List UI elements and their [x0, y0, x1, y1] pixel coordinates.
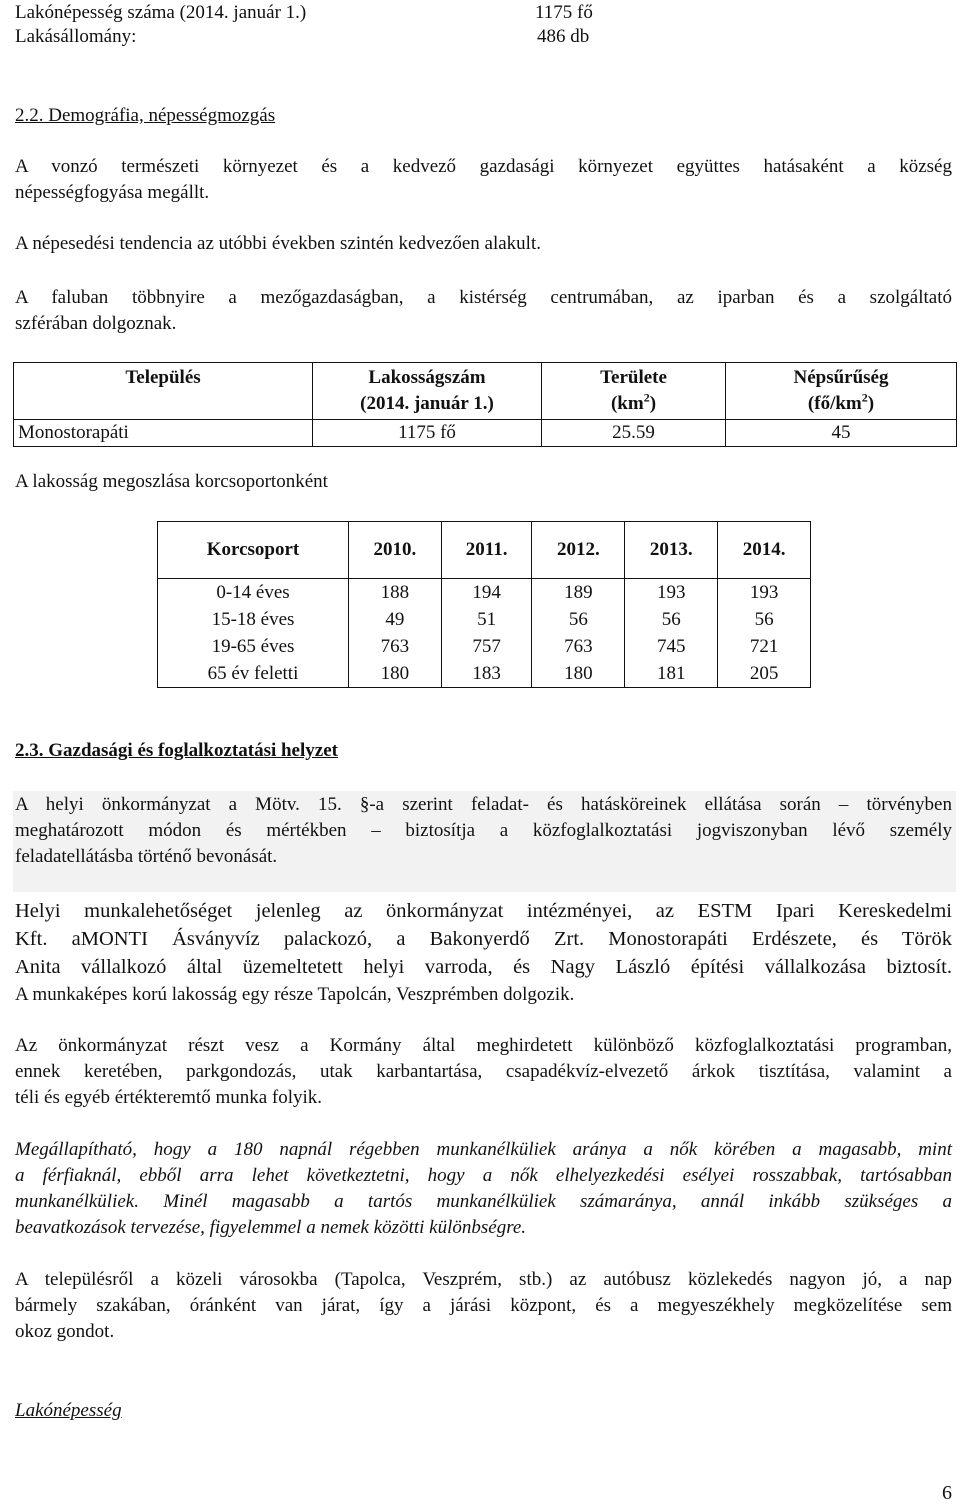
table-cell: 763 [532, 633, 625, 660]
population-label: Lakónépesség száma (2014. január 1.) [15, 2, 307, 23]
text-line: feladatellátásba történő bevonását. [15, 846, 278, 867]
table-cell: 193 [625, 579, 718, 607]
demography-paragraph-3 [15, 285, 952, 337]
table-row [158, 633, 811, 660]
header-cell: 2014. [718, 522, 811, 579]
text-line: Megállapítható, hogy a 180 napnál régebben munkanélküliek aránya a nők körében a magasabb, mint [15, 1139, 952, 1160]
header-cell: Népsűrűség $(fő/km^2)$ [726, 363, 957, 420]
housing-row [15, 24, 615, 50]
text-line: okoz gondot. [15, 1321, 115, 1342]
header-cell: Korcsoport [158, 522, 349, 579]
table-cell: 15-18 éves [158, 606, 349, 633]
text-line: Anita vállalkozó által üzemeltetett helyi varroda, és Nagy László építési vállalkozása biztosít. [15, 956, 952, 978]
economy-paragraph-3 [15, 1033, 952, 1111]
text-line: bármely szakában, óránként van járat, így a járási központ, és a megyeszékhely megközelítése sem [15, 1295, 952, 1316]
population-value: 1175 fő [535, 2, 593, 23]
table-cell: 180 [349, 660, 442, 688]
table-cell: 45 [726, 420, 957, 447]
table-cell: 757 [441, 633, 532, 660]
table-row [158, 606, 811, 633]
table-cell: 56 [718, 606, 811, 633]
table-row [14, 420, 957, 447]
table-cell: 745 [625, 633, 718, 660]
table-cell: 181 [625, 660, 718, 688]
table-cell: 56 [625, 606, 718, 633]
header-cell: Lakosságszám (2014. január 1.) [313, 363, 542, 420]
table-cell: 189 [532, 579, 625, 607]
table-cell: 721 [718, 633, 811, 660]
header-cell: 2010. [349, 522, 442, 579]
text-line: Az önkormányzat részt vesz a Kormány által meghirdetett különböző közfoglalkoztatási programban, [15, 1035, 952, 1056]
text-line: A helyi önkormányzat a Mötv. 15. §-a szerint feladat- és hatásköreinek ellátása során – törvényben [15, 794, 952, 815]
text-line: téli és egyéb értékteremtő munka folyik. [15, 1087, 323, 1108]
text-line: a férfiaknál, ebből arra lehet következtetni, hogy a nők elhelyezkedési esélyei rosszabbak, tartósabban [15, 1165, 952, 1186]
text-line: A faluban többnyire a mezőgazdaságban, a kistérség centrumában, az iparban és a szolgáltató [15, 287, 952, 308]
text-line: A településről a közeli városokba (Tapolca, Veszprém, stb.) az autóbusz közlekedés nagyon jó, a nap [15, 1269, 952, 1290]
text-line: A munkaképes korú lakosság egy része Tapolcán, Veszprémben dolgozik. [15, 984, 575, 1005]
table-cell: 19-65 éves [158, 633, 349, 660]
table-row [158, 660, 811, 688]
table-cell: 188 [349, 579, 442, 607]
next-section-heading: Lakónépesség [15, 1400, 122, 1421]
text-line: A népesedési tendencia az utóbbi években szintén kedvezően alakult. [15, 233, 541, 254]
text-line: szférában dolgoznak. [15, 313, 177, 334]
table-cell: 1175 fő [313, 420, 542, 447]
table-cell: 183 [441, 660, 532, 688]
table-cell: 180 [532, 660, 625, 688]
table-header-row [14, 363, 957, 420]
table-cell: 49 [349, 606, 442, 633]
economy-paragraph-5 [15, 1267, 952, 1345]
text-line: beavatkozások tervezése, figyelemmel a nemek közötti különbségre. [15, 1217, 527, 1238]
table-cell: 65 év feletti [158, 660, 349, 688]
table-cell: 56 [532, 606, 625, 633]
table-cell: 194 [441, 579, 532, 607]
housing-label: Lakásállomány: [15, 26, 137, 47]
text-line: A vonzó természeti környezet és a kedvező gazdasági környezet együttes hatásaként a község [15, 156, 952, 177]
header-cell: 2011. [441, 522, 532, 579]
page-number: 6 [942, 1482, 952, 1504]
table-row [158, 579, 811, 607]
header-cell: 2013. [625, 522, 718, 579]
economy-paragraph-4 [15, 1137, 952, 1241]
age-distribution-caption: A lakosság megoszlása korcsoportonként [15, 471, 328, 492]
header-cell: Település [14, 363, 313, 420]
text-line: népességfogyása megállt. [15, 182, 210, 203]
settlement-table [13, 362, 957, 447]
text-line: ennek keretében, parkgondozás, utak karbantartása, csapadékvíz-elvezető árkok tisztítása, valamint a [15, 1061, 952, 1082]
table-cell: Monostorapáti [14, 420, 313, 447]
section-title-economy: 2.3. Gazdasági és foglalkoztatási helyzet [15, 740, 338, 761]
table-cell: 51 [441, 606, 532, 633]
table-header-row [158, 522, 811, 579]
header-cell: 2012. [532, 522, 625, 579]
text-line: munkanélküliek. Minél magasabb a tartós munkanélküliek számaránya, annál inkább szükséges a [15, 1191, 952, 1212]
table-cell: 25.59 [542, 420, 726, 447]
table-cell: 763 [349, 633, 442, 660]
table-cell: 205 [718, 660, 811, 688]
housing-value: 486 db [537, 26, 590, 47]
economy-paragraph-2 [15, 897, 952, 1009]
economy-paragraph-1 [15, 792, 952, 870]
header-cell: Területe $(km^2)$ [542, 363, 726, 420]
demography-paragraph-1 [15, 154, 952, 206]
demography-paragraph-2 [15, 231, 952, 257]
population-row [15, 0, 615, 26]
text-line: Helyi munkalehetőséget jelenleg az önkormányzat intézményei, az ESTM Ipari Kereskedelmi [15, 900, 952, 922]
table-cell: 0-14 éves [158, 579, 349, 607]
age-group-table [157, 521, 811, 688]
text-line: Kft. aMONTI Ásványvíz palackozó, a Bakonyerdő Zrt. Monostorapáti Erdészete, és Török [15, 928, 952, 950]
text-line: meghatározott módon és mértékben – biztosítja a közfoglalkoztatási jogviszonyban lévő személy [15, 820, 952, 841]
table-cell: 193 [718, 579, 811, 607]
section-title-demography: 2.2. Demográfia, népességmozgás [15, 105, 276, 126]
